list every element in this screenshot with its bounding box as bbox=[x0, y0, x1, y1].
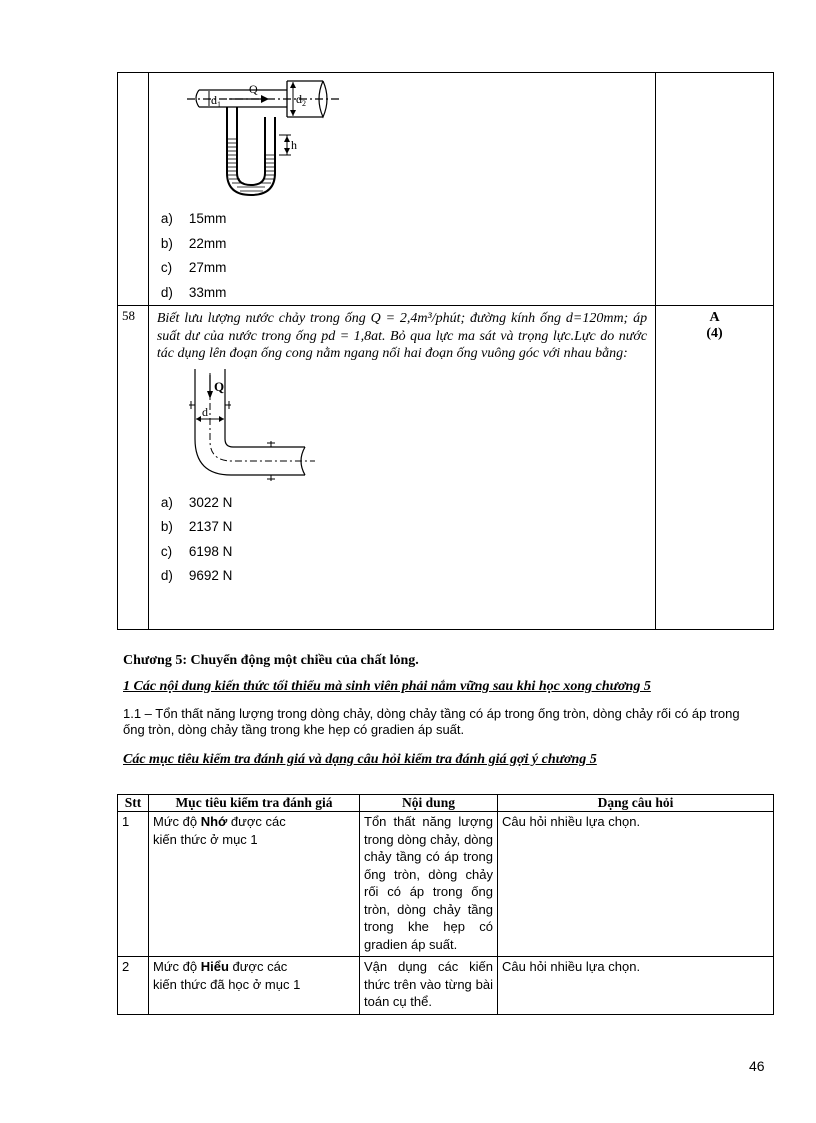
options-list bbox=[149, 491, 655, 589]
section2-heading: Các mục tiêu kiểm tra đánh giá và dạng câu hỏi kiểm tra đánh giá gợi ý chương 5 bbox=[123, 752, 597, 767]
header-objective: Mục tiêu kiểm tra đánh giá bbox=[149, 795, 360, 812]
content-cell: Vận dụng các kiến thức trên vào từng bài toán cụ thể. bbox=[360, 957, 498, 1015]
objective-level: Hiểu bbox=[200, 959, 229, 974]
option-text: 15mm bbox=[188, 211, 227, 226]
objective-text: Mức độ bbox=[153, 959, 201, 974]
table-row bbox=[118, 812, 774, 957]
objectives-table bbox=[117, 794, 774, 1015]
question-body-cell bbox=[148, 73, 655, 306]
option-letter: c) bbox=[160, 260, 173, 275]
page-number: 46 bbox=[749, 1058, 765, 1074]
option-letter: d) bbox=[160, 568, 173, 583]
option-c bbox=[149, 540, 655, 565]
chapter-title: Chương 5: Chuyển động một chiều của chất lỏng. bbox=[123, 653, 419, 668]
option-text: 3022 N bbox=[188, 494, 233, 510]
type-cell: Câu hỏi nhiều lựa chọn. bbox=[498, 957, 774, 1015]
objective-cell bbox=[149, 957, 360, 1015]
option-text: 9692 N bbox=[188, 568, 233, 583]
option-letter: a) bbox=[160, 211, 173, 226]
option-c bbox=[149, 256, 655, 281]
option-letter: b) bbox=[160, 519, 173, 534]
option-letter: b) bbox=[160, 235, 173, 251]
header-content: Nội dung bbox=[360, 795, 498, 812]
option-letter: d) bbox=[160, 284, 173, 300]
answer-letter: A bbox=[709, 310, 720, 325]
question-text: Biết lưu lượng nước chảy trong ống Q = 2,4m³/phút; đường kính ống d=120mm; áp suất dư của nước trong ống pd = 1,8at. Bỏ qua lực ma sát và trọng lực.Lực do nước tác dụng lên đoạn ống cong nằm ngang nối hai đoạn ống vuông góc với nhau bằng: bbox=[156, 311, 648, 361]
d2-label: $d_2$ bbox=[295, 92, 306, 108]
question-body-cell bbox=[148, 306, 655, 630]
stt-cell: 2 bbox=[118, 957, 149, 1015]
option-b bbox=[149, 232, 655, 257]
option-text: 6198 N bbox=[188, 543, 233, 559]
objective-text: được các kiến thức ở mục 1 bbox=[153, 814, 286, 847]
stt-cell: 1 bbox=[118, 812, 149, 957]
q-flow-label: Q bbox=[213, 378, 224, 394]
option-a bbox=[149, 207, 655, 232]
content-cell: Tổn thất năng lượng trong dòng chảy, dòng chảy tầng có áp trong ống tròn, dòng chảy rối có áp trong ống tròn, dòng chảy tầng trong khe hẹp có gradien áp suất. bbox=[360, 812, 498, 957]
objective-text: Mức độ bbox=[153, 814, 201, 829]
venturi-manometer-figure bbox=[149, 73, 655, 207]
section1-body: 1.1 – Tổn thất năng lượng trong dòng chảy, dòng chảy tầng có áp trong ống tròn, dòng chảy rối có áp trong ống tròn, dòng chảy tầng trong khe hẹp có gradien áp suất. bbox=[123, 706, 740, 737]
objective-cell bbox=[149, 812, 360, 957]
option-letter: a) bbox=[160, 494, 173, 510]
option-text: 27mm bbox=[188, 260, 227, 275]
option-letter: c) bbox=[160, 543, 173, 559]
d-label: d bbox=[201, 404, 208, 419]
q-flow-label: Q bbox=[248, 82, 258, 96]
question-number-cell bbox=[118, 73, 149, 306]
d1-label: $d_1$ bbox=[210, 93, 221, 109]
option-text: 2137 N bbox=[188, 519, 233, 534]
section1-heading: 1 Các nội dung kiến thức tối thiểu mà sinh viên phải nắm vững sau khi học xong chương 5 bbox=[123, 679, 651, 694]
objective-text: được các kiến thức đã học ở mục 1 bbox=[153, 959, 301, 992]
options-list bbox=[149, 207, 655, 305]
answer-cell bbox=[656, 73, 774, 306]
question-row-57 bbox=[118, 73, 774, 306]
option-b bbox=[149, 515, 655, 540]
option-d bbox=[149, 564, 655, 589]
table-header-row bbox=[118, 795, 774, 812]
answer-level: (4) bbox=[706, 326, 723, 341]
header-question-type: Dạng câu hỏi bbox=[498, 795, 774, 812]
objective-level: Nhớ bbox=[200, 814, 228, 829]
header-stt: Stt bbox=[118, 795, 149, 812]
questions-table bbox=[117, 72, 774, 630]
option-d bbox=[149, 281, 655, 306]
pipe-bend-diagram bbox=[187, 369, 327, 497]
manometer-diagram bbox=[187, 73, 387, 207]
question-number: 58 bbox=[118, 306, 149, 630]
table-row bbox=[118, 957, 774, 1015]
answer-cell bbox=[656, 306, 774, 630]
type-cell: Câu hỏi nhiều lựa chọn. bbox=[498, 812, 774, 957]
option-text: 33mm bbox=[188, 284, 227, 300]
pipe-bend-figure bbox=[149, 363, 655, 491]
question-row-58 bbox=[118, 306, 774, 630]
option-text: 22mm bbox=[188, 235, 227, 251]
h-label: h bbox=[290, 138, 297, 152]
